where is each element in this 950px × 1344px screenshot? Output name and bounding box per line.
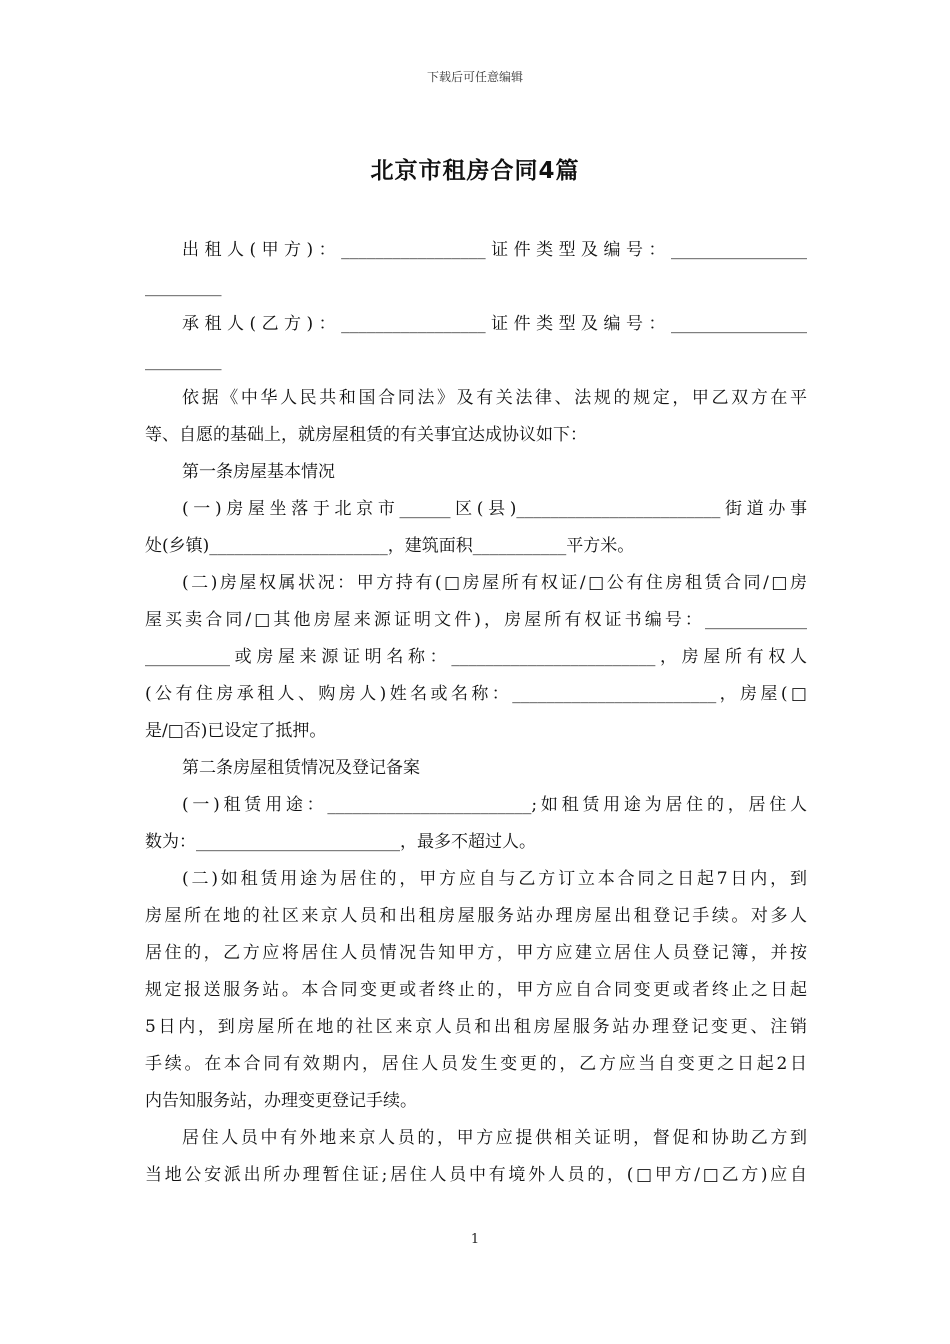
text-line: 内告知服务站，办理变更登记手续。 <box>145 1091 417 1111</box>
text-line: (公有住房承租人、购房人)姓名或名称：________________________，房屋(□ <box>145 684 807 704</box>
section-heading: 第一条房屋基本情况 <box>182 462 335 482</box>
text-line: 5日内，到房屋所在地的社区来京人员和出租房屋服务站办理登记变更、注销 <box>145 1017 807 1037</box>
document-title: 北京市租房合同4篇 <box>370 158 580 184</box>
text-line: 处(乡镇)_____________________，建筑面积___________平方米。 <box>145 536 635 556</box>
text-line: 承租人(乙方)：_________________证件类型及编号：________________ <box>182 314 807 334</box>
section-heading: 第二条房屋租赁情况及登记备案 <box>182 758 420 778</box>
text-line: 数为：________________________，最多不超过人。 <box>145 832 536 852</box>
text-line: _________ <box>145 277 222 297</box>
text-line: 等、自愿的基础上，就房屋租赁的有关事宜达成协议如下： <box>145 425 587 445</box>
header-note: 下载后可任意编辑 <box>426 70 523 84</box>
text-line: (二)如租赁用途为居住的，甲方应自与乙方订立本合同之日起7日内，到 <box>182 869 807 889</box>
document-body <box>145 232 807 1194</box>
text-line: 规定报送服务站。本合同变更或者终止的，甲方应自合同变更或者终止之日起 <box>145 980 807 1000</box>
text-line: 屋买卖合同/□其他房屋来源证明文件)，房屋所有权证书编号：____________ <box>145 610 807 630</box>
text-line: (二)房屋权属状况：甲方持有(□房屋所有权证/□公有住房租赁合同/□房 <box>182 573 807 593</box>
text-line: 出租人(甲方)：_________________证件类型及编号：________________ <box>182 240 807 260</box>
text-line: (一)租赁用途：________________________;如租赁用途为居住的，居住人 <box>182 795 807 815</box>
text-line: 当地公安派出所办理暂住证;居住人员中有境外人员的，(□甲方/□乙方)应自 <box>145 1165 807 1185</box>
text-line: 居住的，乙方应将居住人员情况告知甲方，甲方应建立居住人员登记簿，并按 <box>145 943 807 963</box>
text-line: _________ <box>145 351 222 371</box>
text-line: 依据《中华人民共和国合同法》及有关法律、法规的规定，甲乙双方在平 <box>182 388 807 408</box>
text-line: 房屋所在地的社区来京人员和出租房屋服务站办理房屋出租登记手续。对多人 <box>145 906 807 926</box>
text-line: (一)房屋坐落于北京市______区(县)________________________街道办事 <box>182 499 807 519</box>
page-number: 1 <box>470 1232 480 1247</box>
text-line: __________或房屋来源证明名称：________________________，房屋所有权人 <box>145 647 807 667</box>
text-line: 手续。在本合同有效期内，居住人员发生变更的，乙方应当自变更之日起2日 <box>145 1054 807 1074</box>
text-line: 是/□否)已设定了抵押。 <box>145 721 327 741</box>
text-line: 居住人员中有外地来京人员的，甲方应提供相关证明，督促和协助乙方到 <box>182 1128 807 1148</box>
